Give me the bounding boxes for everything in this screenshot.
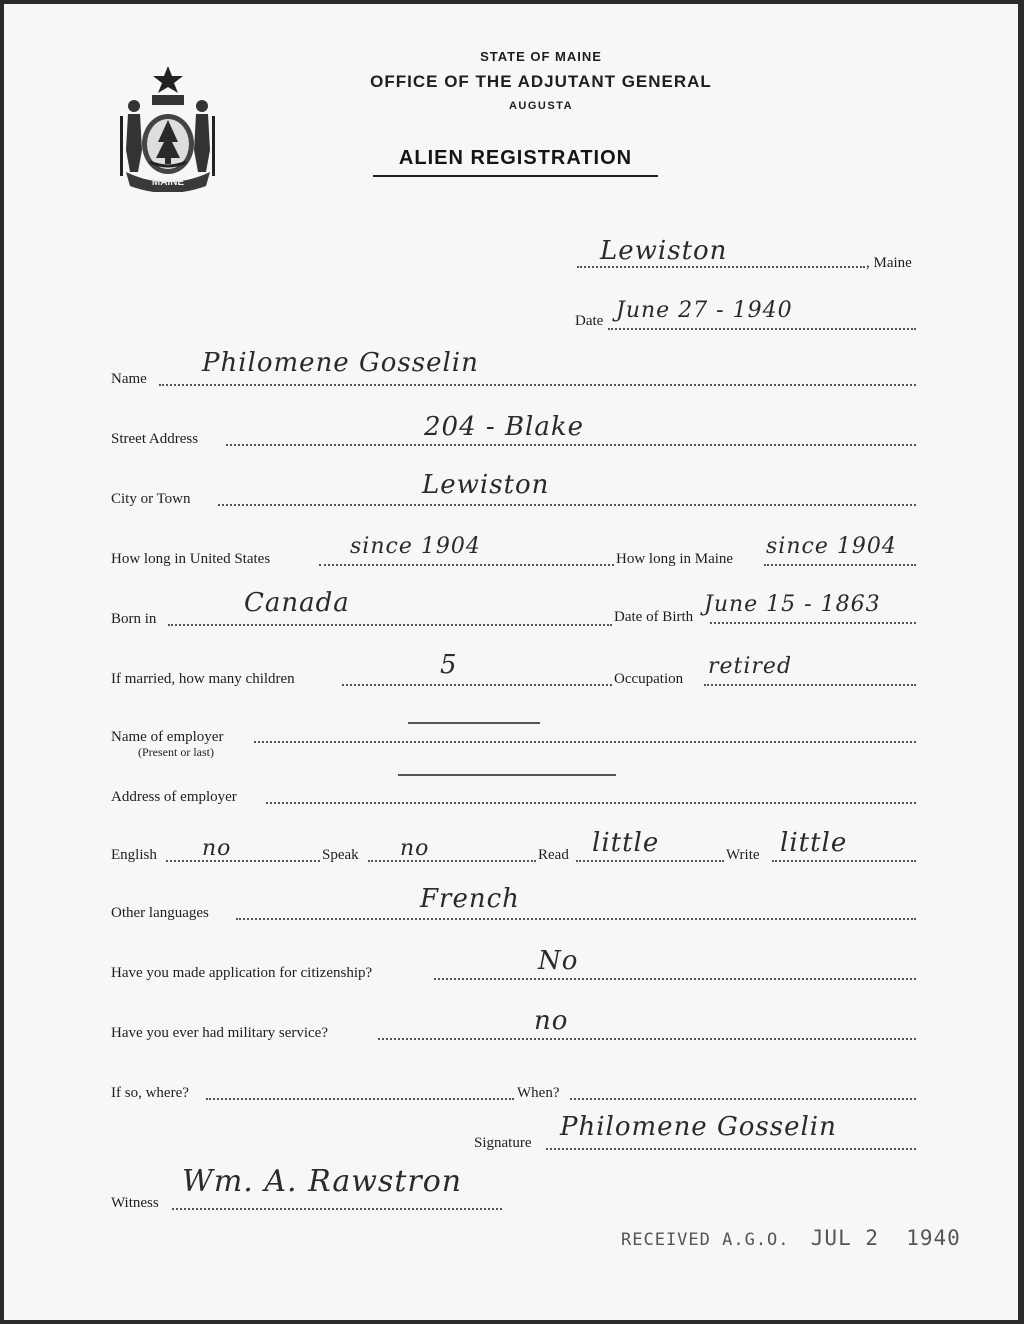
city-entry: Lewiston: [422, 470, 550, 500]
stamp-year: 1940: [906, 1226, 961, 1250]
dob-label: Date of Birth: [614, 609, 694, 625]
employer-note-text: (Present or last): [138, 745, 214, 759]
english-line: [166, 860, 320, 862]
employer-address-line: [266, 802, 916, 804]
military-line: [378, 1038, 916, 1040]
how-long-maine-label: How long in Maine: [616, 551, 734, 567]
form-title-block: [373, 147, 658, 170]
occupation-entry: retired: [708, 654, 793, 679]
speak-line: [368, 860, 536, 862]
town-entry: Lewiston: [600, 236, 728, 266]
citizenship-line: [434, 978, 916, 980]
employer-dash-mark: [408, 722, 540, 724]
military-entry: no: [534, 1006, 569, 1036]
dob-line: [710, 622, 916, 624]
town-line: [577, 266, 865, 268]
signature-entry: Philomene Gosselin: [560, 1112, 837, 1142]
street-label: Street Address: [111, 431, 199, 447]
form-title: ALIEN REGISTRATION: [398, 147, 633, 169]
other-languages-line: [236, 918, 916, 920]
read-line: [576, 860, 724, 862]
header-office-text: OFFICE OF THE ADJUTANT GENERAL: [370, 72, 712, 91]
children-line: [342, 684, 612, 686]
write-line: [772, 860, 916, 862]
city-line: [218, 504, 916, 506]
city-label: City or Town: [111, 491, 191, 507]
read-label: Read: [538, 847, 569, 863]
street-line: [226, 444, 916, 446]
occupation-line: [704, 684, 916, 686]
where-line: [206, 1098, 514, 1100]
stamp-text: RECEIVED A.G.O.: [621, 1230, 790, 1250]
date-label: Date: [575, 313, 604, 329]
employer-address-dash-mark: [398, 774, 616, 776]
employer-address-label: Address of employer: [111, 789, 237, 805]
where-label: If so, where?: [111, 1085, 189, 1101]
registration-form-page: [4, 4, 1018, 1320]
header-office: [34, 72, 1018, 92]
seal-motto: MAINE: [151, 177, 185, 188]
header-state: STATE OF MAINE: [480, 49, 602, 64]
town-suffix-label: , Maine: [866, 255, 912, 271]
how-long-us-line: [319, 564, 614, 566]
header-city: AUGUSTA: [508, 100, 574, 112]
born-entry: Canada: [244, 588, 350, 618]
english-entry: no: [202, 836, 232, 861]
name-label: Name: [111, 371, 147, 387]
employer-note: [138, 743, 214, 761]
when-label: When?: [517, 1085, 560, 1101]
occupation-label: Occupation: [614, 671, 684, 687]
dob-entry: June 15 - 1863: [704, 592, 881, 617]
witness-label: Witness: [111, 1195, 159, 1211]
how-long-maine-line: [764, 564, 916, 566]
how-long-us-label: How long in United States: [111, 551, 271, 567]
date-line: [608, 328, 916, 330]
witness-entry: Wm. A. Rawstron: [182, 1164, 463, 1199]
witness-line: [172, 1208, 502, 1210]
military-label: Have you ever had military service?: [111, 1025, 328, 1041]
english-label: English: [111, 847, 157, 863]
born-line: [168, 624, 612, 626]
title-underline: [373, 175, 658, 177]
speak-label: Speak: [322, 847, 359, 863]
speak-entry: no: [400, 836, 430, 861]
write-label: Write: [726, 847, 760, 863]
stamp-date: JUL 2: [810, 1226, 879, 1250]
when-line: [570, 1098, 916, 1100]
other-languages-entry: French: [420, 884, 520, 914]
received-stamp: [621, 1226, 961, 1250]
signature-label: Signature: [474, 1135, 532, 1151]
name-entry: Philomene Gosselin: [202, 348, 479, 378]
date-entry: June 27 - 1940: [616, 298, 793, 323]
employer-line: [254, 741, 916, 743]
employer-label: Name of employer: [111, 729, 224, 745]
citizenship-label: Have you made application for citizenship?: [111, 965, 373, 981]
other-languages-label: Other languages: [111, 905, 209, 921]
how-long-maine-entry: since 1904: [766, 534, 897, 559]
read-entry: little: [592, 828, 660, 858]
name-line: [159, 384, 916, 386]
how-long-us-entry: since 1904: [350, 534, 481, 559]
write-entry: little: [780, 828, 848, 858]
citizenship-entry: No: [538, 946, 579, 976]
children-label: If married, how many children: [111, 671, 295, 687]
children-entry: 5: [440, 650, 458, 680]
street-entry: 204 - Blake: [424, 412, 585, 442]
born-label: Born in: [111, 611, 157, 627]
signature-line: [546, 1148, 916, 1150]
